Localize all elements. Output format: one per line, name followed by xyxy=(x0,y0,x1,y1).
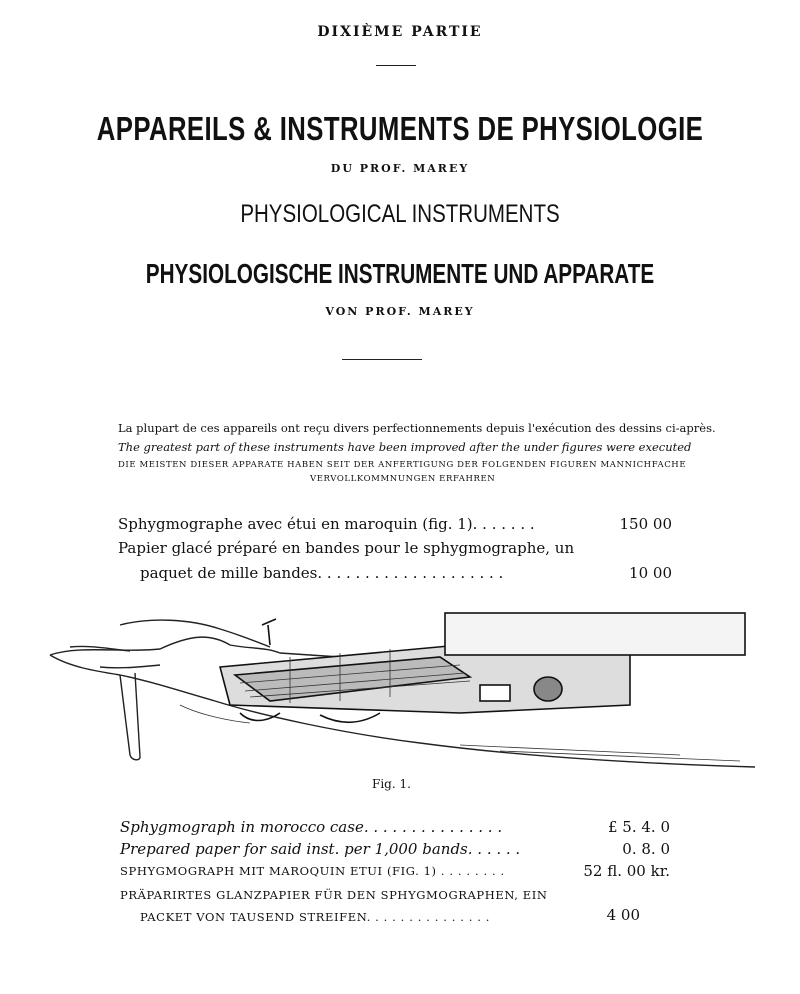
german-item-text: PRÄPARIRTES GLANZPAPIER FÜR DEN SPHYGMOGRAPHEN, EIN xyxy=(120,888,548,902)
divider-top xyxy=(376,65,416,66)
english-item-text: Sphygmograph in morocco case. . . . . . . . . . . . . . . xyxy=(120,818,503,836)
french-item-price: 150 00 xyxy=(619,515,672,533)
french-item-text: Papier glacé préparé en bandes pour le sphygmographe, un xyxy=(118,539,575,557)
english-item-price: 0. 8. 0 xyxy=(622,840,670,858)
english-item-price: £ 5. 4. 0 xyxy=(607,818,670,836)
german-item-text: SPHYGMOGRAPH MIT MAROQUIN ETUI (FIG. 1) . . . . . . . . xyxy=(120,864,505,878)
german-item-price: 4 00 xyxy=(606,906,640,924)
divider-middle xyxy=(342,359,422,360)
note-french: La plupart de ces appareils ont reçu divers perfectionnements depuis l'exécution des dessins ci-après. xyxy=(118,421,716,435)
title-english: PHYSIOLOGICAL INSTRUMENTS xyxy=(240,200,560,228)
french-item-price: 10 00 xyxy=(629,564,672,582)
figure-caption: Fig. 1. xyxy=(372,777,411,791)
author-german: VON PROF. MAREY xyxy=(325,305,475,318)
note-german-line2: VERVOLLKOMMNUNGEN ERFAHREN xyxy=(310,474,496,484)
german-item-text: PACKET VON TAUSEND STREIFEN. . . . . . . . . . . . . . . xyxy=(140,910,491,924)
german-item-price: 52 fl. 00 kr. xyxy=(583,862,670,880)
french-item-text: Sphygmographe avec étui en maroquin (fig. 1). . . . . . . xyxy=(118,515,535,533)
sphygmograph-illustration xyxy=(40,605,760,780)
english-item-text: Prepared paper for said inst. per 1,000 bands. . . . . . xyxy=(120,840,521,858)
note-german-line1: DIE MEISTEN DIESER APPARATE HABEN SEIT DER ANFERTIGUNG DER FOLGENDEN FIGUREN MANNICHFACHE xyxy=(118,460,687,470)
title-french: APPAREILS & INSTRUMENTS DE PHYSIOLOGIE xyxy=(96,110,704,147)
author-french: DU PROF. MAREY xyxy=(330,162,470,175)
part-heading: DIXIÈME PARTIE xyxy=(317,24,483,40)
title-german: PHYSIOLOGISCHE INSTRUMENTE UND APPARATE xyxy=(145,258,655,289)
french-item-text: paquet de mille bandes. . . . . . . . . . . . . . . . . . . . xyxy=(140,564,504,582)
note-english: The greatest part of these instruments have been improved after the under figures were executed xyxy=(118,440,692,454)
